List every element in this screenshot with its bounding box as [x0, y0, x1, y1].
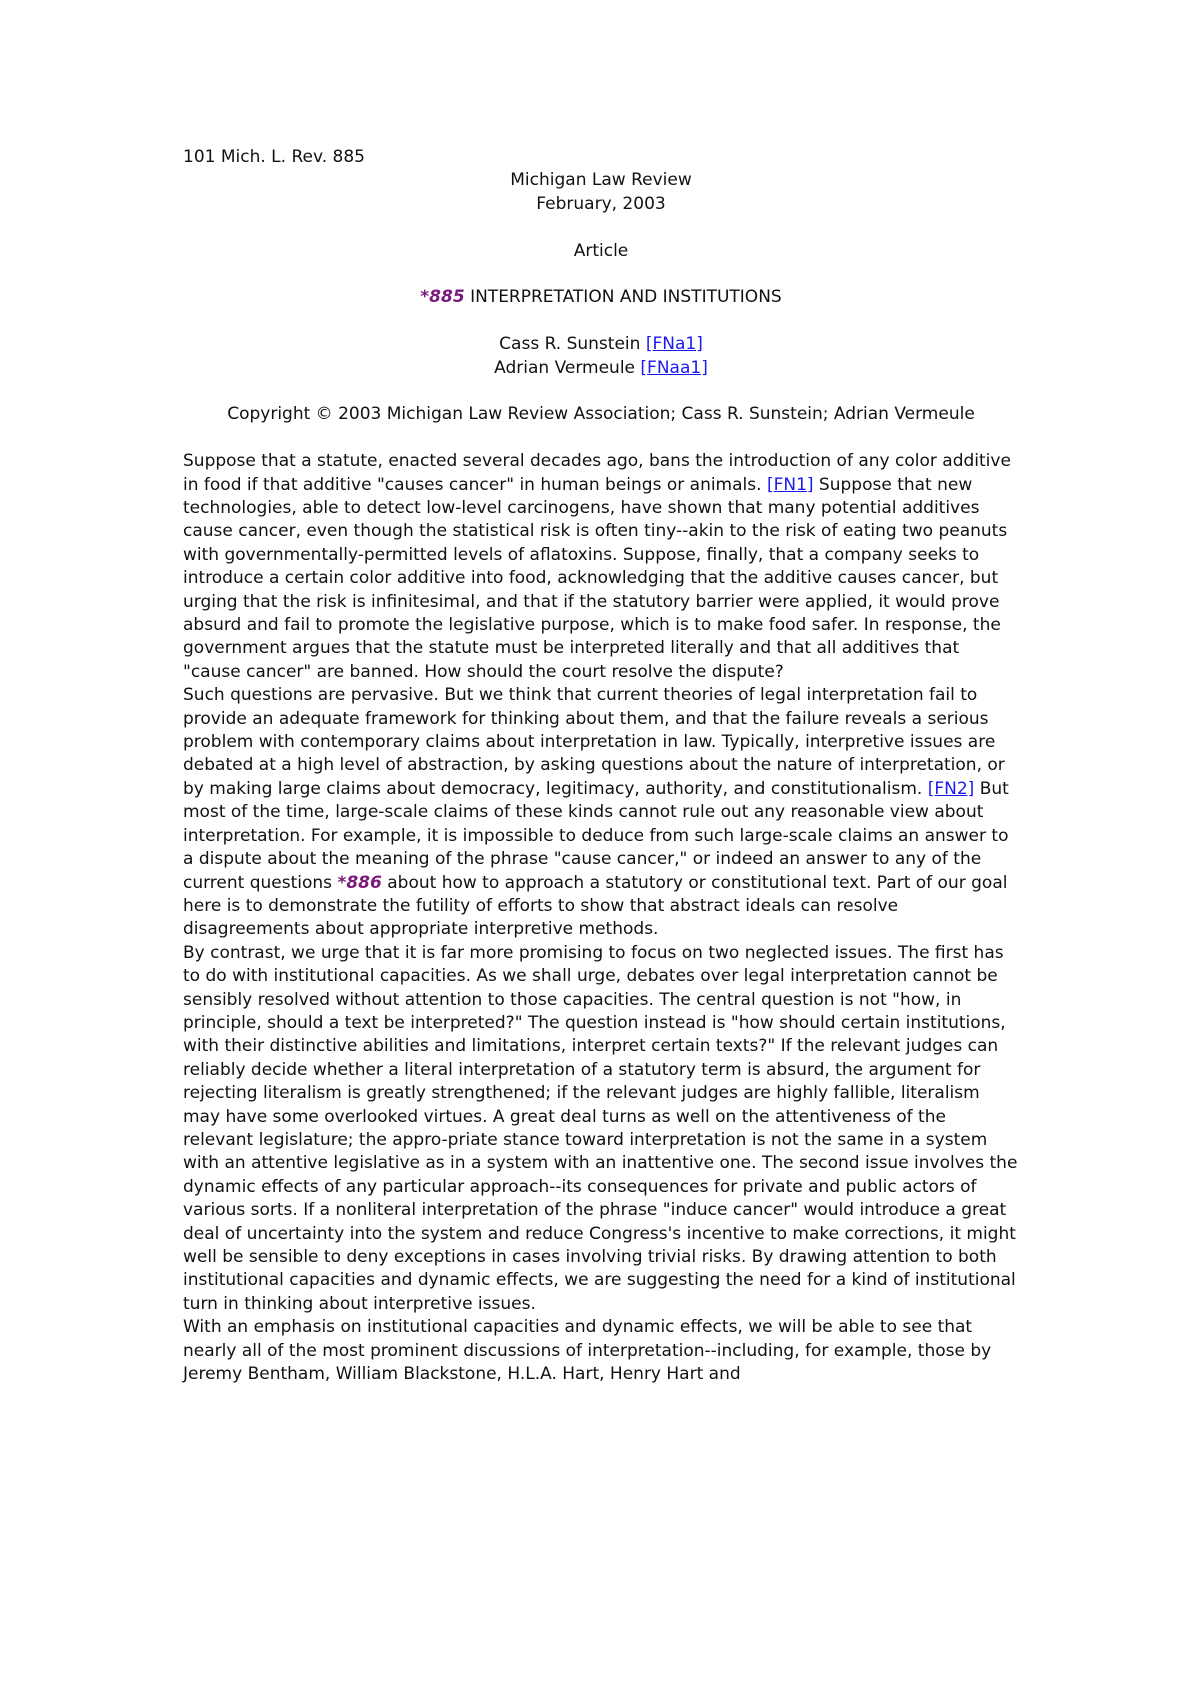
article-title — [183, 286, 1019, 309]
footnote-link-fn2[interactable]: [FN2] — [927, 778, 975, 799]
star-page-885: *885 — [420, 287, 465, 308]
author-name: Cass R. Sunstein — [499, 334, 641, 355]
body-paragraph-2 — [183, 684, 1019, 941]
footnote-link-fna1[interactable]: [FNa1] — [645, 334, 703, 355]
publication-date: February, 2003 — [536, 193, 666, 214]
paragraph-text: Suppose that new technologies, able to detect low-level carcinogens, have shown that many potential additives cause cancer, even though the statistical risk is often tiny--akin to the risk of eating two peanuts with governmentally-permitted levels of aflatoxins. Suppose, finally, that a company seeks to introduce a certain color additive into food, acknowledging that the additive causes cancer, but urging that the risk is infinitesimal, and that if the statutory barrier were applied, it would prove absurd and fail to promote the legislative purpose, which is to make food safer. In response, the government argues that the statute must be interpreted literally and that all additives that "cause cancer" are banned. How should the court resolve the dispute? — [183, 474, 1008, 682]
author-line-1 — [183, 333, 1019, 356]
author-name: Adrian Vermeule — [494, 357, 636, 378]
body-paragraph-1 — [183, 450, 1019, 684]
author-line-2 — [183, 357, 1019, 380]
journal-name: Michigan Law Review — [510, 170, 692, 191]
paragraph-text: about how to approach a statutory or constitutional text. Part of our goal here is to demonstrate the futility of efforts to show that abstract ideals can resolve disagreements about appropriate interpretive methods. — [183, 872, 1008, 940]
paragraph-text: Such questions are pervasive. But we think that current theories of legal interpretation fail to provide an adequate framework for thinking about them, and that the failure reveals a serious problem with contemporary claims about interpretation in law. Typically, interpretive issues are debated at a high level of abstraction, by asking questions about the nature of interpretation, or by making large claims about democracy, legitimacy, authority, and constitutionalism. — [183, 685, 1005, 799]
body-paragraph-3: By contrast, we urge that it is far more promising to focus on two neglected issues. The first has to do with institutional capacities. As we shall urge, debates over legal interpretation cannot be sensibly resolved without attention to those capacities. The central question is not "how, in principle, should a text be interpreted?" The question instead is "how should certain institutions, with their distinctive abilities and limitations, interpret certain texts?" If the relevant judges can reliably decide whether a literal interpretation of a statutory term is absurd, the argument for rejecting literalism is greatly strengthened; if the relevant judges are highly fallible, literalism may have some overlooked virtues. A great deal turns as well on the attentiveness of the relevant legislature; the appro-priate stance toward interpretation is not the same in a system with an attentive legislative as in a system with an inattentive one. The second issue involves the dynamic effects of any particular approach--its consequences for private and public actors of various sorts. If a nonliteral interpretation of the phrase "induce cancer" would introduce a great deal of uncertainty into the system and reduce Congress's incentive to make corrections, it might well be sensible to deny exceptions in cases involving trivial risks. By drawing attention to both institutional capacities and dynamic effects, we are suggesting the need for a kind of institutional turn in thinking about interpretive issues. — [183, 942, 1018, 1314]
title-text: INTERPRETATION AND INSTITUTIONS — [470, 287, 782, 308]
paragraph-text: Suppose that a statute, enacted several decades ago, bans the introduction of any color additive in food if that additive "causes cancer" in human beings or animals. — [183, 451, 1011, 495]
citation: 101 Mich. L. Rev. 885 — [183, 147, 365, 167]
paragraph-text: But most of the time, large-scale claims of these kinds cannot rule out any reasonable view about interpretation. For example, it is impossible to deduce from such large-scale claims an answer to a dispute about the meaning of the phrase "cause cancer," or indeed an answer to any of the current questions — [183, 778, 1009, 893]
copyright-notice: Copyright © 2003 Michigan Law Review Association; Cass R. Sunstein; Adrian Vermeule — [227, 404, 975, 425]
document-page — [183, 146, 1019, 1386]
footnote-link-fn1[interactable]: [FN1] — [766, 474, 814, 495]
star-page-886: *886 — [337, 872, 382, 893]
body-paragraph-4: With an emphasis on institutional capacities and dynamic effects, we will be able to see that nearly all of the most prominent discussions of interpretation--including, for example, those by Jeremy Bentham, William Blackstone, H.L.A. Hart, Henry Hart and — [183, 1317, 992, 1385]
footnote-link-fnaa1[interactable]: [FNaa1] — [640, 357, 708, 378]
document-type: Article — [573, 240, 629, 261]
